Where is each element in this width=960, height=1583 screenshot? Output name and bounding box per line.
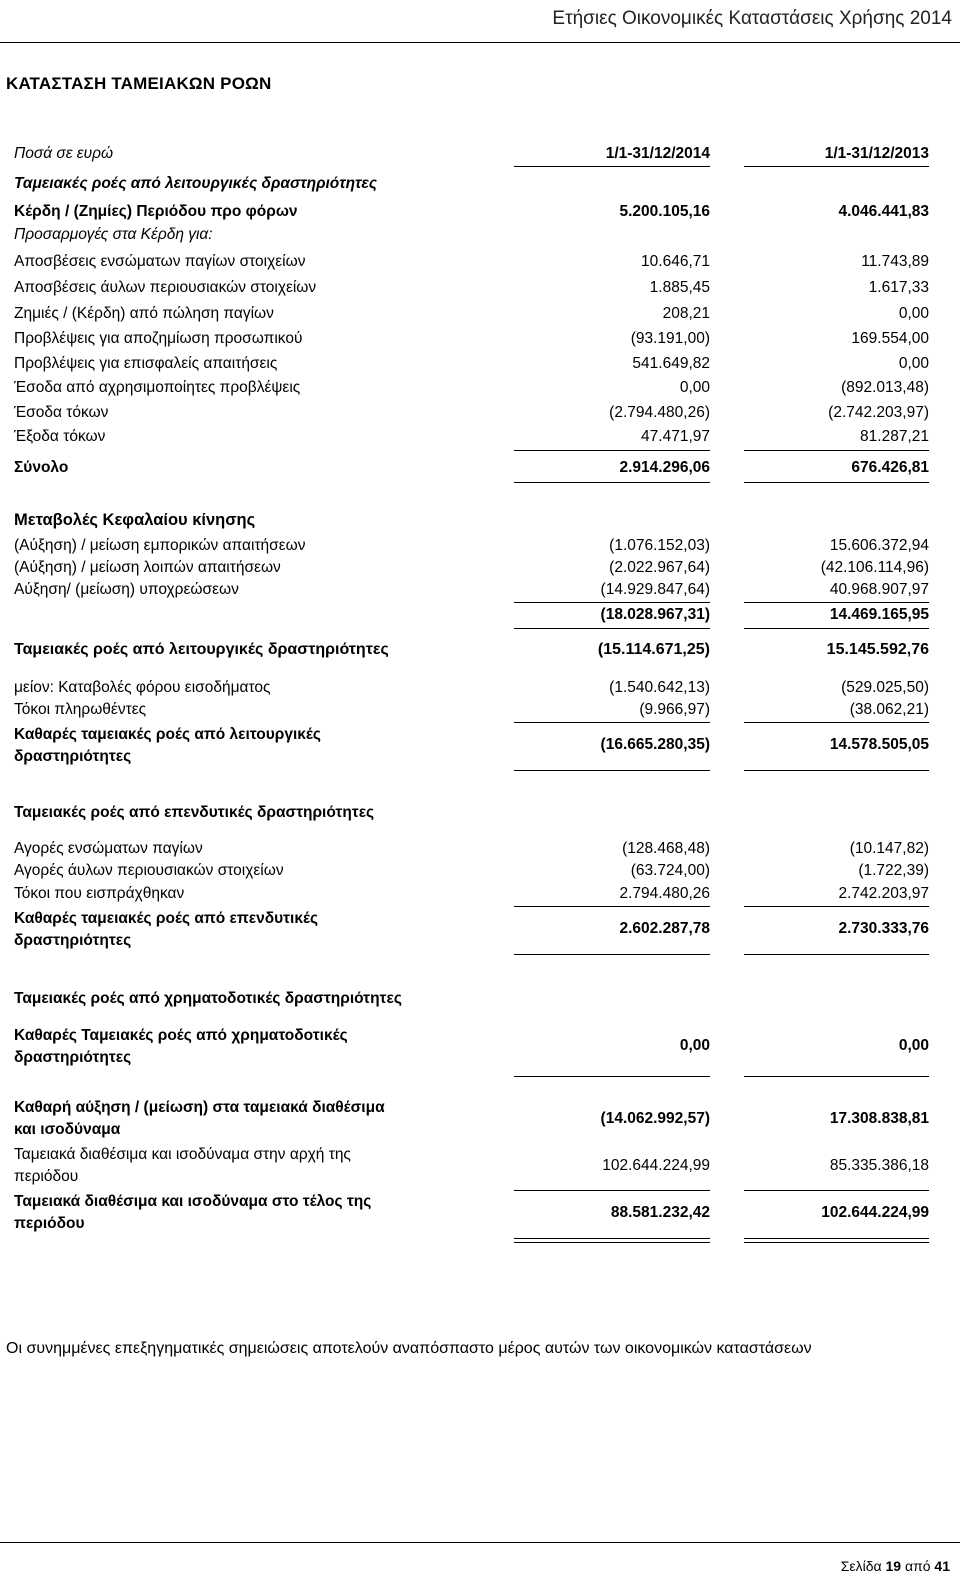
rule — [744, 954, 929, 955]
col-2013-header: 1/1-31/12/2013 — [824, 145, 929, 162]
row-label: Αύξηση/ (μείωση) υποχρεώσεων — [14, 581, 239, 598]
value-2014: (16.665.280,35) — [600, 736, 710, 753]
rule — [514, 450, 710, 451]
row-label-line2: και ισοδύναμα — [14, 1121, 121, 1138]
value-2013: (529.025,50) — [841, 679, 929, 696]
rule — [744, 1076, 929, 1077]
table-row — [14, 1097, 929, 1143]
value-2014: (14.929.847,64) — [600, 581, 710, 598]
table-row — [14, 537, 929, 561]
row-label — [14, 1144, 351, 1188]
value-2014: (9.966,97) — [639, 701, 710, 718]
table-row — [14, 862, 929, 886]
value-2013: 2.742.203,97 — [838, 885, 929, 902]
rule — [744, 722, 929, 723]
table-row — [14, 330, 929, 354]
row-label-line2: περιόδου — [14, 1168, 79, 1185]
table-row — [14, 724, 929, 770]
row-label-line1: Ταμειακά διαθέσιμα και ισοδύναμα στην αρχή της — [14, 1146, 351, 1163]
value-2013: (2.742.203,97) — [828, 404, 929, 421]
footnote: Οι συνημμένες επεξηγηματικές σημειώσεις αποτελούν αναπόσπαστο μέρος αυτών των οικονομικών καταστάσεων — [6, 1340, 812, 1357]
value-2013: 85.335.386,18 — [829, 1157, 929, 1174]
row-label: Κέρδη / (Ζημίες) Περιόδου προ φόρων — [14, 203, 298, 220]
row-label — [14, 1191, 371, 1235]
value-2013: 1.617,33 — [868, 279, 929, 296]
row-label: (Αύξηση) / μείωση εμπορικών απαιτήσεων — [14, 537, 306, 554]
table-row — [14, 679, 929, 703]
row-label: Ταμειακές ροές από λειτουργικές δραστηριότητες — [14, 175, 378, 192]
table-row — [14, 559, 929, 583]
row-label-line1: Καθαρές ταμειακές ροές από επενδυτικές — [14, 910, 319, 927]
value-2014: 0,00 — [679, 1037, 710, 1054]
row-label: Μεταβολές Κεφαλαίου κίνησης — [14, 511, 256, 529]
table-row — [14, 908, 929, 954]
rule — [514, 602, 710, 603]
table-row — [14, 606, 929, 630]
row-label: Τόκοι που εισπράχθηκαν — [14, 885, 185, 902]
value-2013: 17.308.838,81 — [829, 1110, 929, 1127]
value-2014: 2.794.480,26 — [619, 885, 710, 902]
value-2013: (42.106.114,96) — [820, 559, 929, 576]
row-label: Ταμειακές ροές από χρηματοδοτικές δραστηριότητες — [14, 990, 402, 1007]
value-2014: 10.646,71 — [641, 253, 710, 270]
value-2014: (128.468,48) — [622, 840, 710, 857]
row-label: Έσοδα από αχρησιμοποίητες προβλέψεις — [14, 379, 301, 396]
value-2014: (2.022.967,64) — [609, 559, 710, 576]
header-rule — [0, 42, 960, 43]
table-row — [14, 428, 929, 452]
page-number — [841, 1558, 950, 1574]
row-label: Έσοδα τόκων — [14, 404, 109, 421]
rule — [744, 628, 929, 629]
row-label — [14, 724, 321, 768]
table-row — [14, 355, 929, 379]
table-row — [14, 404, 929, 428]
value-2014: (15.114.671,25) — [597, 641, 710, 658]
row-label: Αγορές άυλων περιουσιακών στοιχείων — [14, 862, 284, 879]
value-2014: (1.076.152,03) — [609, 537, 710, 554]
table-row — [14, 990, 924, 1014]
row-label: Προσαρμογές στα Κέρδη για: — [14, 226, 213, 243]
value-2014: (14.062.992,57) — [600, 1110, 710, 1127]
table-row — [14, 804, 924, 828]
value-2014: (93.191,00) — [630, 330, 710, 347]
value-2014: (2.794.480,26) — [609, 404, 710, 421]
rule — [514, 906, 710, 907]
value-2013: 40.968.907,97 — [829, 581, 929, 598]
value-2013: 81.287,21 — [860, 428, 929, 445]
double-rule — [744, 1238, 929, 1243]
table-row — [14, 175, 924, 199]
row-label: Προβλέψεις για αποζημίωση προσωπικού — [14, 330, 303, 347]
value-2014: 2.602.287,78 — [619, 920, 710, 937]
row-label: (Αύξηση) / μείωση λοιπών απαιτήσεων — [14, 559, 281, 576]
value-2014: 2.914.296,06 — [619, 459, 710, 476]
row-label-line2: δραστηριότητες — [14, 932, 132, 949]
value-2014: 208,21 — [662, 305, 710, 322]
rule — [514, 1076, 710, 1077]
row-label: Σύνολο — [14, 459, 69, 476]
value-2014: 88.581.232,42 — [610, 1204, 710, 1221]
value-2013: (892.013,48) — [841, 379, 929, 396]
value-2014: (63.724,00) — [630, 862, 710, 879]
rule — [744, 602, 929, 603]
table-row — [14, 305, 929, 329]
value-2013: 2.730.333,76 — [838, 920, 929, 937]
rule — [744, 770, 929, 771]
row-label: Έξοδα τόκων — [14, 428, 106, 445]
rule — [514, 722, 710, 723]
value-2013: 15.606.372,94 — [829, 537, 929, 554]
value-2014: (18.028.967,31) — [600, 606, 710, 623]
rule — [514, 166, 710, 167]
value-2013: 0,00 — [898, 355, 929, 372]
row-label-line1: Καθαρή αύξηση / (μείωση) στα ταμειακά διαθέσιμα — [14, 1099, 385, 1116]
table-row — [14, 279, 929, 303]
page-current: 19 — [885, 1558, 902, 1574]
table-row — [14, 840, 929, 864]
row-label: Προβλέψεις για επισφαλείς απαιτήσεις — [14, 355, 278, 372]
col-2014-header: 1/1-31/12/2014 — [605, 145, 710, 162]
value-2013: 14.578.505,05 — [829, 736, 929, 753]
rule — [514, 770, 710, 771]
value-2014: 5.200.105,16 — [619, 203, 710, 220]
value-2013: (1.722,39) — [858, 862, 929, 879]
table-row — [14, 253, 929, 277]
currency-note: Ποσά σε ευρώ — [14, 145, 114, 162]
page-of: από — [904, 1558, 931, 1574]
document-header: Ετήσιες Οικονομικές Καταστάσεις Χρήσης 2014 — [552, 8, 952, 29]
row-label-line2: δραστηριότητες — [14, 1049, 132, 1066]
row-label — [14, 908, 318, 952]
row-label: Ταμειακές ροές από λειτουργικές δραστηριότητες — [14, 641, 389, 658]
table-row — [14, 1191, 929, 1237]
statement-title: ΚΑΤΑΣΤΑΣΗ ΤΑΜΕΙΑΚΩΝ ΡΟΩΝ — [6, 74, 272, 93]
footer-rule — [0, 1542, 960, 1543]
row-label: Αγορές ενσώματων παγίων — [14, 840, 203, 857]
row-label-line2: δραστηριότητες — [14, 748, 132, 765]
row-label-line1: Καθαρές ταμειακές ροές από λειτουργικές — [14, 726, 321, 743]
value-2013: 102.644.224,99 — [821, 1204, 929, 1221]
page-total: 41 — [934, 1558, 950, 1574]
value-2013: 169.554,00 — [851, 330, 929, 347]
value-2013: 0,00 — [898, 305, 929, 322]
value-2014: 541.649,82 — [632, 355, 710, 372]
value-2013: (10.147,82) — [849, 840, 929, 857]
rule — [744, 166, 929, 167]
row-label: Ταμειακές ροές από επενδυτικές δραστηριότητες — [14, 804, 375, 821]
value-2013: 676.426,81 — [851, 459, 929, 476]
value-2014: 47.471,97 — [641, 428, 710, 445]
double-rule — [514, 1238, 710, 1243]
table-row — [14, 641, 929, 665]
rule — [744, 906, 929, 907]
value-2013: 0,00 — [898, 1037, 929, 1054]
table-row — [14, 203, 929, 227]
table-row — [14, 459, 929, 483]
value-2013: 11.743,89 — [861, 253, 929, 270]
row-label: Αποσβέσεις ενσώματων παγίων στοιχείων — [14, 253, 306, 270]
value-2013: 4.046.441,83 — [838, 203, 929, 220]
value-2013: 14.469.165,95 — [829, 606, 929, 623]
table-row — [14, 1025, 929, 1071]
value-2014: 102.644.224,99 — [602, 1157, 710, 1174]
row-label-line2: περιόδου — [14, 1215, 85, 1232]
rule — [514, 482, 710, 483]
value-2014: 1.885,45 — [649, 279, 710, 296]
value-2013: 15.145.592,76 — [826, 641, 929, 658]
row-label — [14, 1025, 348, 1069]
table-row — [14, 226, 924, 250]
page-prefix: Σελίδα — [840, 1558, 882, 1574]
row-label-line1: Καθαρές Ταμειακές ροές από χρηματοδοτικές — [14, 1027, 348, 1044]
row-label: Ζημιές / (Κέρδη) από πώληση παγίων — [14, 305, 274, 322]
row-label: Αποσβέσεις άυλων περιουσιακών στοιχείων — [14, 279, 317, 296]
value-2013: (38.062,21) — [849, 701, 929, 718]
table-row — [14, 1144, 929, 1190]
rule — [514, 954, 710, 955]
row-label: Τόκοι πληρωθέντες — [14, 701, 147, 718]
value-2014: 0,00 — [679, 379, 710, 396]
table-row — [14, 511, 924, 535]
rule — [744, 482, 929, 483]
row-label-line1: Ταμειακά διαθέσιμα και ισοδύναμα στο τέλος της — [14, 1193, 372, 1210]
rule — [744, 450, 929, 451]
row-label: μείον: Καταβολές φόρου εισοδήματος — [14, 679, 271, 696]
table-row — [14, 379, 929, 403]
rule — [514, 628, 710, 629]
value-2014: (1.540.642,13) — [609, 679, 710, 696]
row-label — [14, 1097, 385, 1141]
